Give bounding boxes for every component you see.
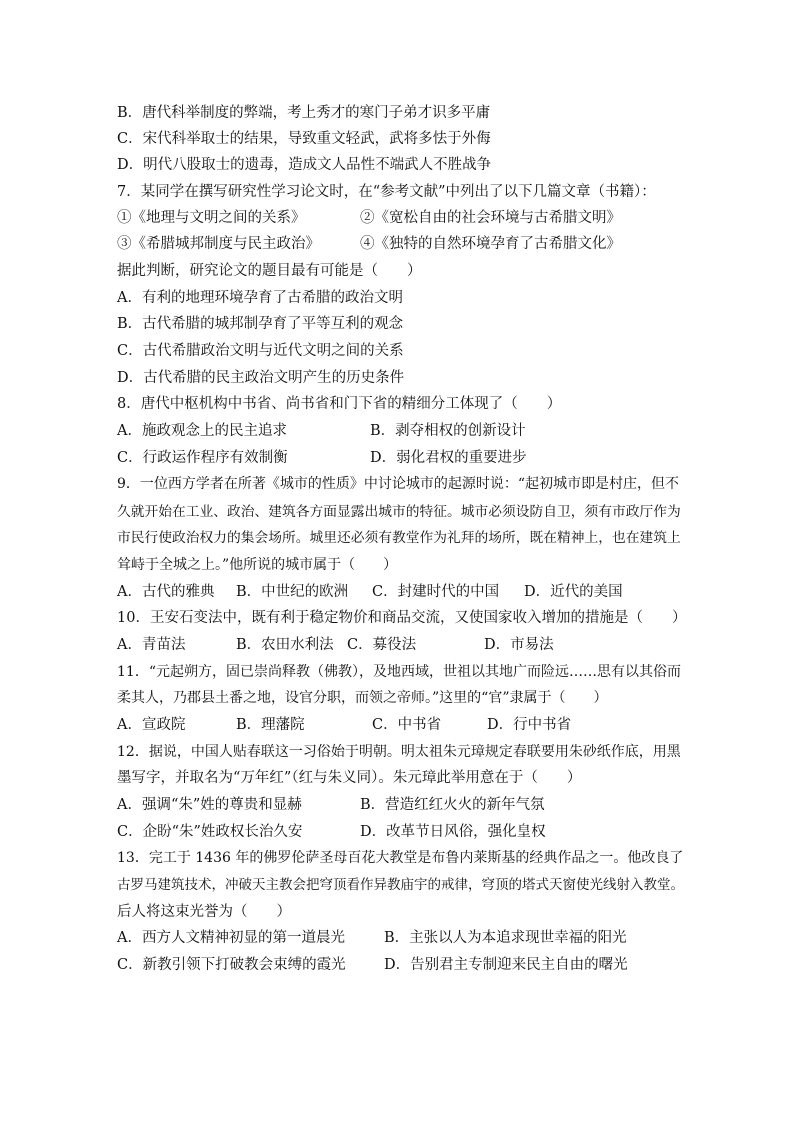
q13-option-d: D．告别君主专制迎来民主自由的曙光 [384,957,628,973]
q11-option-a: A．宣政院 [117,717,186,733]
q12-option-d: D．改革节日风俗，强化皇权 [360,824,546,840]
q11-option-d: D．行中书省 [487,717,572,733]
q9-option-a: A．古代的雅典 [117,584,215,600]
q8-option-d: D．弱化君权的重要进步 [370,450,527,466]
q10-stem: 10．王安石变法中，既有利于稳定物价和商品交流，又使国家收入增加的措施是（ ） [117,610,687,626]
q12-option-a: A．强调“朱”姓的尊贵和显赫 [117,797,302,813]
q11-option-b: B．理藩院 [236,717,305,733]
q7-option-c: C．古代希腊政治文明与近代文明之间的关系 [117,343,404,359]
q12-option-c: C．企盼“朱”姓政权长治久安 [117,824,303,840]
q13-stem-line-1: 13．完工于 1436 年的佛罗伦萨圣母百花大教堂是布鲁内莱斯基的经典作品之一。他改良了 [117,850,684,866]
q7-stem: 7．某同学在撰写研究性学习论文时，在“参考文献”中列出了以下几篇文章（书籍）： [117,184,656,200]
q11-stem-line-1: 11．“元起朔方，固已崇尚释教（佛教），及地西域，世祖以其地广而险远……思有以其俗而 [117,664,681,680]
q8-option-c: C．行政运作程序有效制衡 [117,450,288,466]
q7-reference-2: ②《宽松自由的社会环境与古希腊文明》 [360,210,621,226]
q10-option-a: A．青苗法 [117,637,186,653]
q9-stem-line-4: 耸峙于全城之上。”他所说的城市属于（ ） [117,557,398,573]
q7-option-b: B．古代希腊的城邦制孕育了平等互利的观念 [117,316,404,332]
q7-reference-3: ③《希腊城邦制度与民主政治》 [117,236,320,252]
q8-option-b: B．剥夺相权的创新设计 [370,423,526,439]
q13-option-a: A．西方人文精神初显的第一道晨光 [117,930,345,946]
q8-option-a: A．施政观念上的民主追求 [117,423,287,439]
q12-stem-line-1: 12．据说，中国人贴春联这一习俗始于明朝。明太祖朱元璋规定春联要用朱砂纸作底，用黑 [117,744,681,760]
q12-stem-line-2: 墨写字，并取名为“万年红”（红与朱义同）。朱元璋此举用意在于（ ） [117,770,582,786]
q13-stem-line-2: 古罗马建筑技术，冲破天主教会把穹顶看作异教庙宇的戒律，穹顶的塔式天窗使光线射入教堂。 [117,877,684,893]
q9-option-b: B．中世纪的欧洲 [236,584,349,600]
q12-option-b: B．营造红红火火的新年气氛 [360,797,545,813]
q11-option-c: C．中书省 [372,717,442,733]
q10-option-c: C．募役法 [347,637,417,653]
q7-reference-1: ①《地理与文明之间的关系》 [117,210,306,226]
q10-option-b: B．农田水利法 [236,637,334,653]
q9-stem-line-3: 市民行使政治权力的集会场所。城里还必须有教堂作为礼拜的场所，既在精神上，也在建筑上 [117,530,681,546]
q10-option-d: D．市易法 [484,637,554,653]
q7-reference-4: ④《独特的自然环境孕育了古希腊文化》 [360,236,621,252]
q7-option-a: A．有利的地理环境孕育了古希腊的政治文明 [117,290,403,306]
q9-option-d: D．近代的美国 [524,584,623,600]
q9-stem-line-1: 9．一位西方学者在所著《城市的性质》中讨论城市的起源时说：“起初城市即是村庄，但不 [117,476,680,492]
q7-question: 据此判断，研究论文的题目最有可能是（ ） [117,263,422,279]
q11-stem-line-2: 柔其人，乃郡县土番之地，设官分职，而领之帝师。”这里的“官”隶属于（ ） [117,690,608,706]
q9-option-c: C．封建时代的中国 [372,584,500,600]
q13-option-b: B．主张以人为本追求现世幸福的阳光 [384,930,627,946]
q7-option-d: D．古代希腊的民主政治文明产生的历史条件 [117,370,405,386]
q9-stem-line-2: 久就开始在工业、政治、建筑各方面显露出城市的特征。城市必须设防自卫，须有市政厅作为 [117,504,681,520]
q6-option-b: B．唐代科举制度的弊端，考上秀才的寒门子弟才识多平庸 [117,105,491,121]
q6-option-d: D．明代八股取士的遗毒，造成文人品性不端武人不胜战争 [117,157,492,173]
q13-stem-line-3: 后人将这束光誉为（ ） [117,904,291,920]
q8-stem: 8．唐代中枢机构中书省、尚书省和门下省的精细分工体现了（ ） [117,396,562,412]
q13-option-c: C．新教引领下打破教会束缚的霞光 [117,957,346,973]
q6-option-c: C．宋代科举取士的结果，导致重文轻武，武将多怯于外侮 [117,131,491,147]
